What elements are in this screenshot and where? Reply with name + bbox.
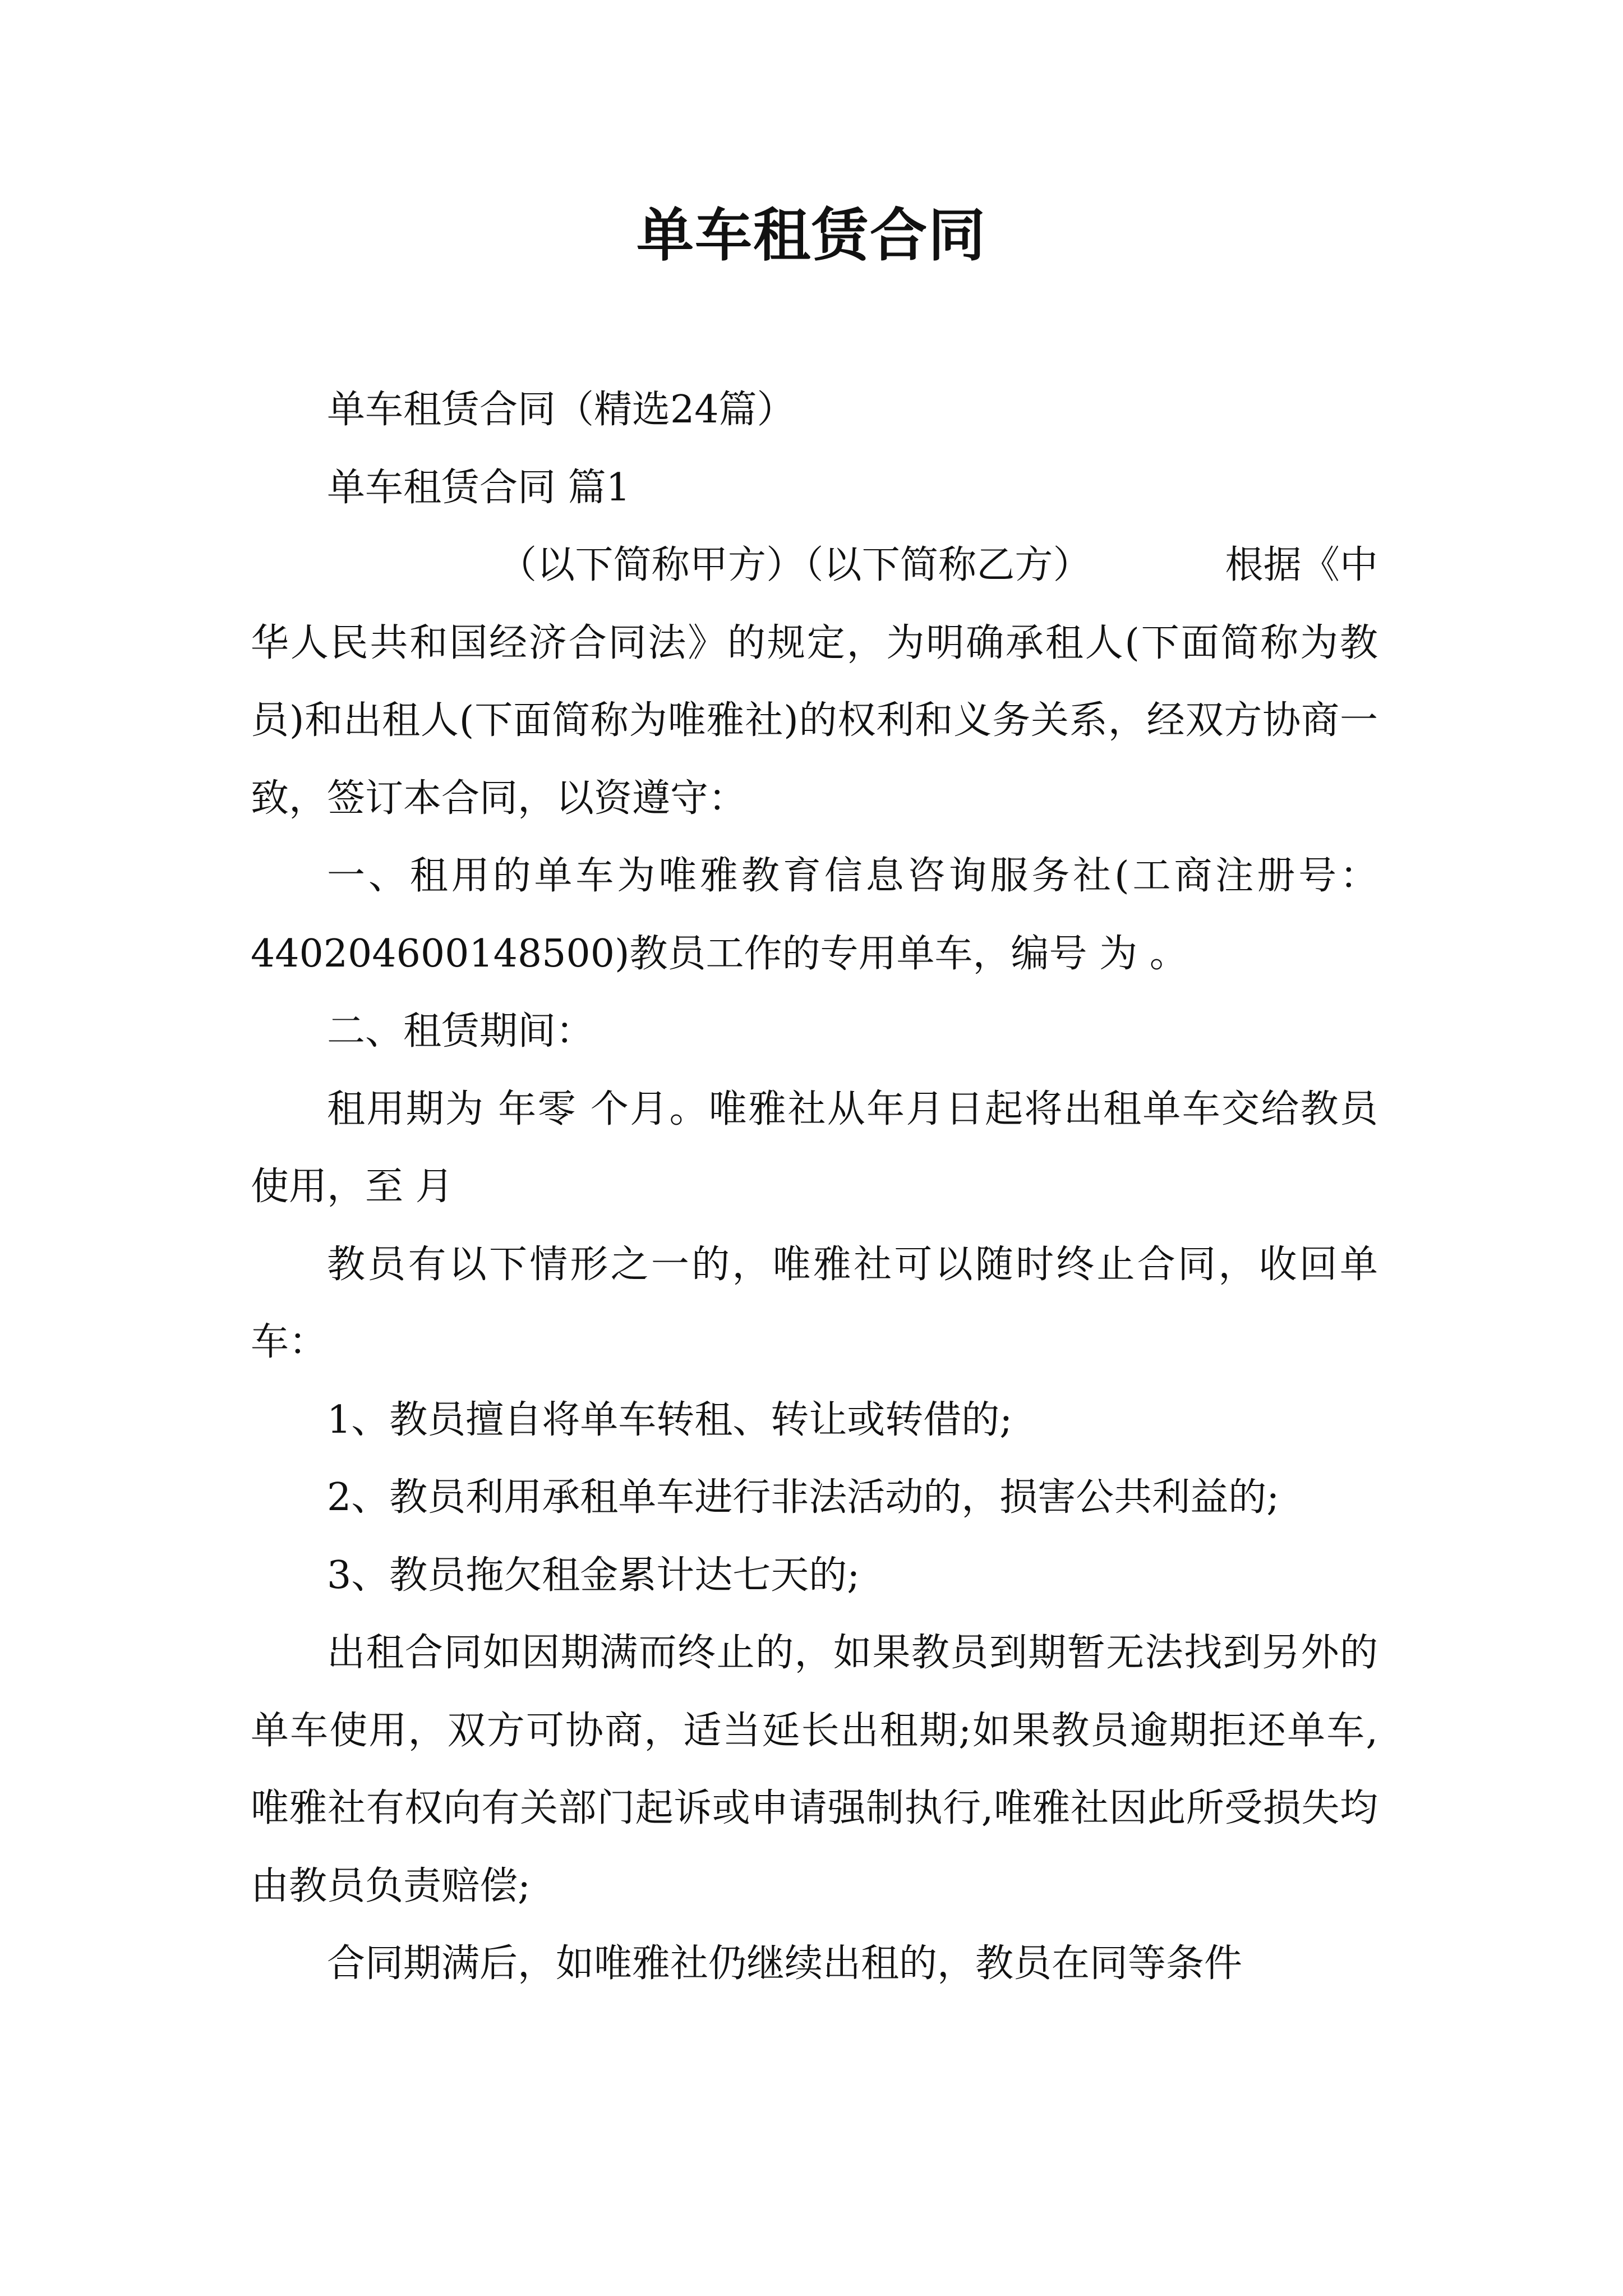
paragraph-preamble: （以下简称甲方）（以下简称乙方） 根据《中华人民共和国经济合同法》的规定，为明确承租人(下面简称为教员)和出租人(下面简称为唯雅社)的权利和义务关系，经双方协商一致，签订本合同，以资遵守：	[251, 543, 1378, 821]
paragraph-clause-2-heading: 二、租赁期间：	[327, 1009, 594, 1053]
paragraph-termination-item-2: 2、教员利用承租单车进行非法活动的，损害公共利益的;	[327, 1475, 1280, 1520]
paragraph-termination-item-1: 1、教员擅自将单车转租、转让或转借的;	[327, 1397, 1013, 1442]
document-title: 单车租赁合同	[637, 202, 986, 269]
document-body	[251, 371, 1378, 2003]
paragraph-expiry: 出租合同如因期满而终止的，如果教员到期暂无法找到另外的单车使用，双方可协商，适当延长出租期;如果教员逾期拒还单车,唯雅社有权向有关部门起诉或申请强制执行,唯雅社因此所受损失均由教员负责赔偿;	[251, 1631, 1378, 1908]
paragraph-clause-1: 一、租用的单车为唯雅教育信息咨询服务社(工商注册号：440204600148500)教员工作的专用单车，编号 为 。	[251, 854, 1378, 976]
paragraph-term: 租用期为 年零 个月。唯雅社从年月日起将出租单车交给教员使用，至 月	[251, 1087, 1378, 1209]
paragraph-section-heading: 单车租赁合同 篇1	[327, 465, 630, 510]
paragraph-termination-item-3: 3、教员拖欠租金累计达七天的;	[327, 1553, 860, 1598]
paragraph-renewal: 合同期满后，如唯雅社仍继续出租的，教员在同等条件	[327, 1941, 1243, 1986]
paragraph-subtitle: 单车租赁合同（精选24篇）	[327, 388, 795, 432]
paragraph-termination-intro: 教员有以下情形之一的，唯雅社可以随时终止合同，收回单车：	[251, 1242, 1378, 1364]
